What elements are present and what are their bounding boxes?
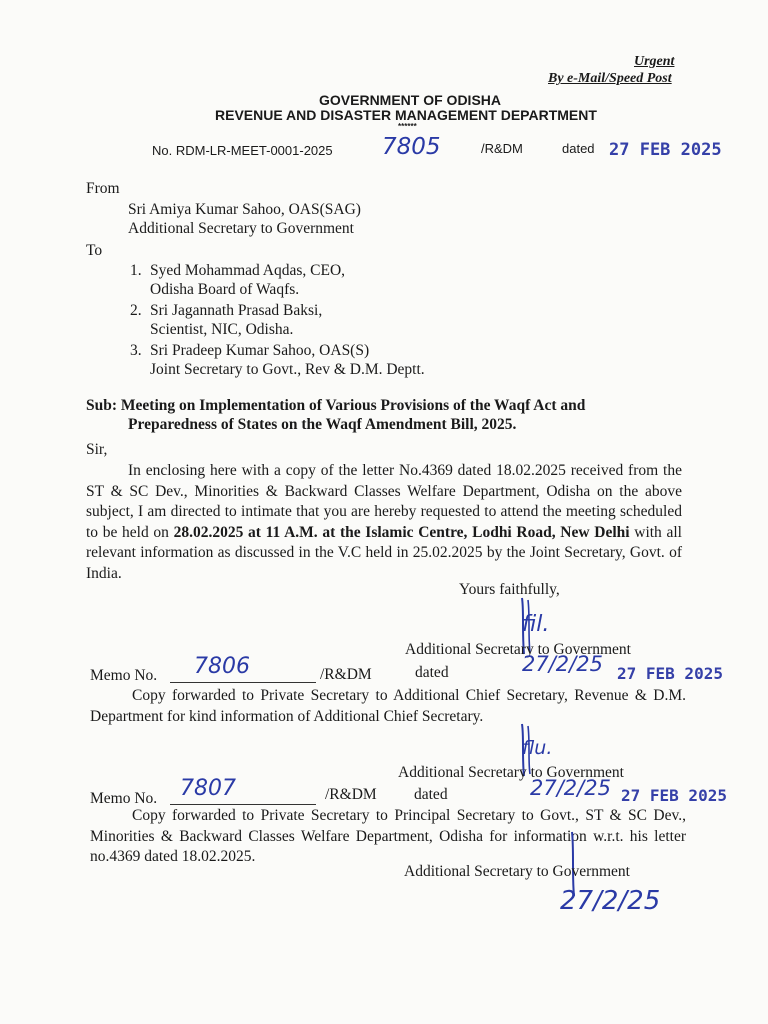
memo1-date-stamp: 27 FEB 2025 bbox=[617, 664, 723, 683]
memo1-text: Copy forwarded to Private Secretary to Additional Chief Secretary, Revenue & D.M. Department for kind information of Additional Chief Secretary. bbox=[90, 687, 686, 725]
heading-stars: ****** bbox=[398, 122, 417, 131]
letter-suffix: /R&DM bbox=[481, 141, 523, 156]
memo2-date-stamp: 27 FEB 2025 bbox=[621, 786, 727, 805]
handwritten-letter-number: 7805 bbox=[382, 134, 441, 160]
memo2-number-line bbox=[170, 804, 316, 805]
recipient-2-line1: Sri Jagannath Prasad Baksi, bbox=[150, 302, 323, 319]
memo2-handwritten-number: 7807 bbox=[180, 776, 236, 801]
memo1-handwritten-number: 7806 bbox=[194, 654, 250, 679]
from-label: From bbox=[86, 180, 120, 197]
memo2-handwritten-date: 27/2/25 bbox=[530, 776, 611, 800]
meeting-details: 28.02.2025 at 11 A.M. at the Islamic Centre, Lodhi Road, New Delhi bbox=[173, 523, 630, 541]
urgent-label: Urgent bbox=[634, 54, 675, 69]
recipient-1-line1: Syed Mohammad Aqdas, CEO, bbox=[150, 262, 346, 279]
memo2-handwritten-date: 27/2/25 bbox=[560, 886, 661, 916]
sender-designation: Additional Secretary to Government bbox=[128, 220, 354, 237]
recipient-3-number: 3. bbox=[130, 342, 142, 359]
letter-number: No. RDM-LR-MEET-0001-2025 bbox=[152, 143, 333, 158]
signatory-designation: Additional Secretary to Government bbox=[405, 641, 631, 658]
body-text-part-b: with all relevant information as discussed in the V.C held in 25.02.2025 by the Joint Secretary, Govt. of India. bbox=[86, 523, 682, 582]
memo2-suffix: /R&DM bbox=[325, 786, 377, 803]
recipient-1-line2: Odisha Board of Waqfs. bbox=[150, 281, 300, 298]
date-stamp: 27 FEB 2025 bbox=[609, 140, 722, 160]
memo1-suffix: /R&DM bbox=[320, 666, 372, 683]
memo1-designation: Additional Secretary to Government bbox=[398, 764, 624, 781]
dispatch-mode-label: By e-Mail/Speed Post bbox=[548, 71, 672, 86]
recipient-3-line2: Joint Secretary to Govt., Rev & D.M. Deptt. bbox=[150, 361, 425, 378]
subject-line-1: Sub: Meeting on Implementation of Various Provisions of the Waqf Act and bbox=[86, 397, 586, 414]
memo1-handwritten-date: 27/2/25 bbox=[522, 652, 603, 676]
department-heading: REVENUE AND DISASTER MANAGEMENT DEPARTMENT bbox=[215, 107, 597, 123]
memo1-dated-label: dated bbox=[415, 664, 449, 681]
memo2-label: Memo No. bbox=[90, 790, 158, 807]
memo2-text: Copy forwarded to Private Secretary to Principal Secretary to Govt., ST & SC Dev., Minorities & Backward Classes Welfare Department, Odisha for information w.r.t. his letter no.4369 dated 18.02.2025. bbox=[90, 807, 686, 865]
body-text-part-a: In enclosing here with a copy of the letter No.4369 dated 18.02.2025 received from the ST & SC Dev., Minorities & Backward Classes Welfare Department, Odisha on the above subject, I am directed to intimate that you are hereby requested to attend the meeting scheduled to be held on bbox=[86, 462, 682, 541]
closing: Yours faithfully, bbox=[459, 581, 560, 598]
salutation: Sir, bbox=[86, 441, 108, 458]
to-label: To bbox=[86, 242, 103, 259]
memo1-number-line bbox=[170, 682, 316, 683]
body-paragraph bbox=[86, 461, 682, 584]
memo1-signature-initials: flu. bbox=[522, 737, 553, 759]
memo2-dated-label: dated bbox=[414, 786, 448, 803]
memo1-label: Memo No. bbox=[90, 667, 158, 684]
signature-initials: fil. bbox=[522, 612, 550, 637]
subject-line-2: Preparedness of States on the Waqf Amendment Bill, 2025. bbox=[128, 416, 517, 433]
memo2-designation: Additional Secretary to Government bbox=[404, 863, 630, 880]
recipient-1-number: 1. bbox=[130, 262, 142, 279]
government-heading: GOVERNMENT OF ODISHA bbox=[319, 92, 502, 108]
recipient-3-line1: Sri Pradeep Kumar Sahoo, OAS(S) bbox=[150, 342, 370, 359]
recipient-2-line2: Scientist, NIC, Odisha. bbox=[150, 321, 294, 338]
sender-name: Sri Amiya Kumar Sahoo, OAS(SAG) bbox=[128, 201, 361, 218]
recipient-2-number: 2. bbox=[130, 302, 142, 319]
dated-label: dated bbox=[562, 141, 595, 156]
